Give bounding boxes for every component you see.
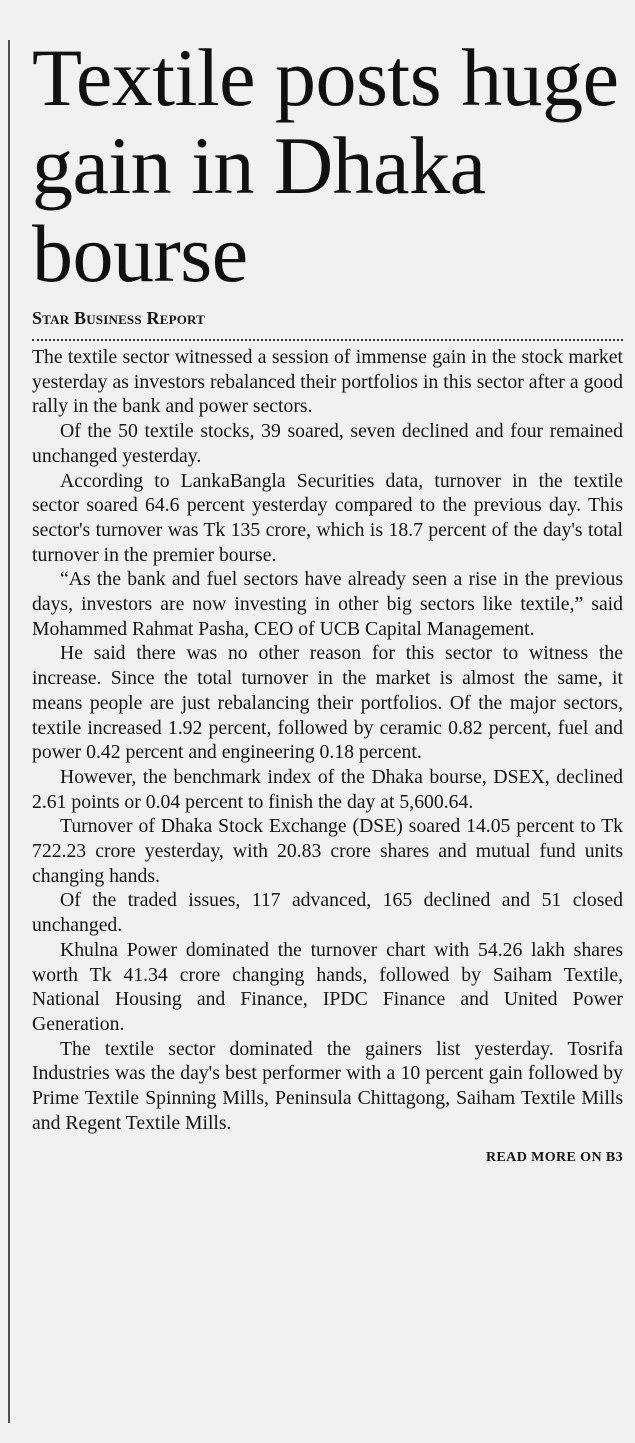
article-body [32,345,623,1136]
paragraph-4: “As the bank and fuel sectors have already seen a rise in the previous days, investors are now investing in other big sectors like textile,” said Mohammed Rahmat Pasha, CEO of UCB Capital Management. [32,568,623,640]
read-more-link[interactable]: READ MORE ON B3 [485,1149,623,1165]
byline: Star Business Report [32,308,206,328]
dotted-divider [32,339,623,341]
paragraph-1: The textile sector witnessed a session of immense gain in the stock market yesterday as investors rebalanced their portfolios in this sector after a good rally in the bank and power sectors. [32,346,623,418]
paragraph-6: However, the benchmark index of the Dhaka bourse, DSEX, declined 2.61 points or 0.04 percent to finish the day at 5,600.64. [32,765,623,813]
paragraph-9: Khulna Power dominated the turnover chart with 54.26 lakh shares worth Tk 41.34 crore changing hands, followed by Saiham Textile, National Housing and Finance, IPDC Finance and United Power Generation. [32,938,623,1035]
paragraph-3: According to LankaBangla Securities data, turnover in the textile sector soared 64.6 percent yesterday compared to the previous day. This sector's turnover was Tk 135 crore, which is 18.7 percent of the day's total turnover in the premier bourse. [32,469,623,566]
paragraph-10: The textile sector dominated the gainers list yesterday. Tosrifa Industries was the day's best performer with a 10 percent gain followed by Prime Textile Spinning Mills, Peninsula Chittagong, Saiham Textile Mills and Regent Textile Mills. [32,1037,623,1134]
headline: Textile posts huge gain in Dhaka bourse [32,32,619,299]
column-rule [8,40,10,1423]
paragraph-7: Turnover of Dhaka Stock Exchange (DSE) soared 14.05 percent to Tk 722.23 crore yesterday, with 20.83 crore shares and mutual fund units changing hands. [32,815,623,887]
paragraph-5: He said there was no other reason for this sector to witness the increase. Since the total turnover in the market is almost the same, it means people are just rebalancing their portfolios. Of the major sectors, textile increased 1.92 percent, followed by ceramic 0.82 percent, fuel and power 0.42 percent and engineering 0.18 percent. [32,642,623,764]
paragraph-2: Of the 50 textile stocks, 39 soared, seven declined and four remained unchanged yesterday. [32,420,623,467]
paragraph-8: Of the traded issues, 117 advanced, 165 declined and 51 closed unchanged. [32,889,623,937]
